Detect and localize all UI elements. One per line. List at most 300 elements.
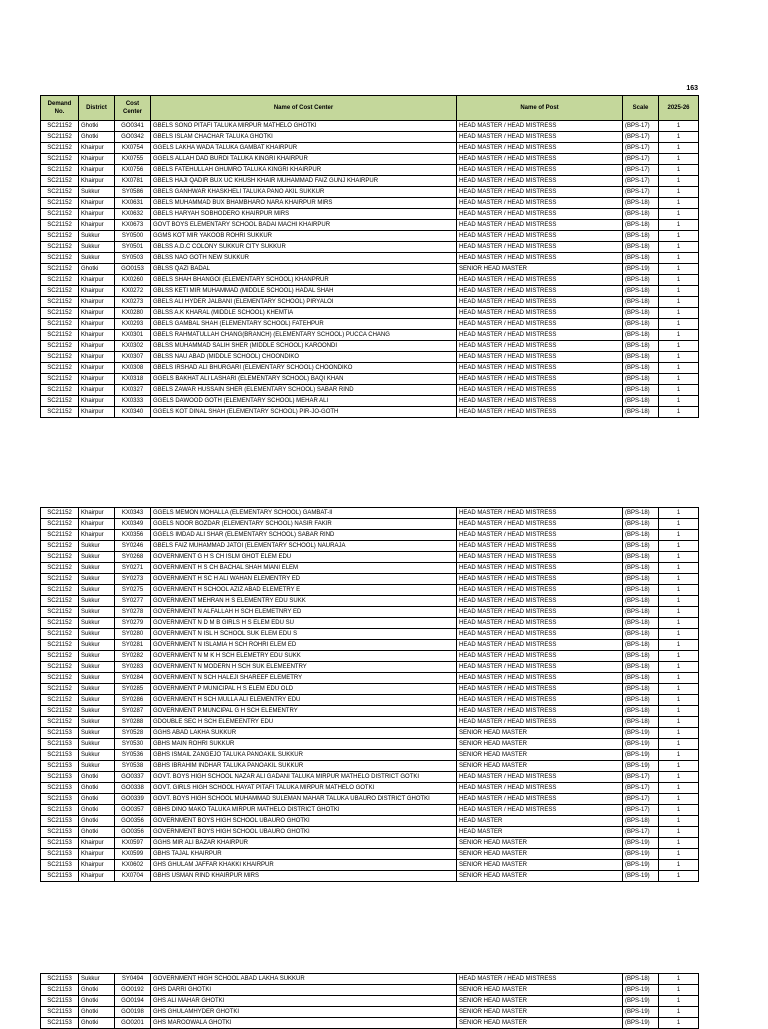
district-cell: Ghotki bbox=[79, 827, 115, 838]
demand-no-cell: SC21153 bbox=[41, 816, 79, 827]
post-name-cell: HEAD MASTER / HEAD MISTRESS bbox=[457, 618, 623, 629]
table-row bbox=[41, 1007, 699, 1018]
post-name-cell: HEAD MASTER / HEAD MISTRESS bbox=[457, 121, 623, 132]
table-row bbox=[41, 132, 699, 143]
cost-center-name-cell: GOVT. BOYS HIGH SCHOOL MUHAMMAD SULEMAN MAHAR TALUKA UBAURO DISTRICT GHOTKI bbox=[151, 794, 457, 805]
district-cell: Khairpur bbox=[79, 352, 115, 363]
post-name-cell: HEAD MASTER / HEAD MISTRESS bbox=[457, 651, 623, 662]
year-value-cell: 1 bbox=[659, 728, 699, 739]
demand-no-cell: SC21153 bbox=[41, 1007, 79, 1018]
demand-no-cell: SC21152 bbox=[41, 352, 79, 363]
scale-cell: (BPS-19) bbox=[623, 1018, 659, 1029]
post-name-cell: HEAD MASTER / HEAD MISTRESS bbox=[457, 772, 623, 783]
cost-center-name-cell: GBELS FAIZ MUHAMMAD JATOI (ELEMENTARY SCHOOL) NAURAJA bbox=[151, 541, 457, 552]
year-value-cell: 1 bbox=[659, 717, 699, 728]
cost-center-cell: SY0503 bbox=[115, 253, 151, 264]
year-value-cell: 1 bbox=[659, 794, 699, 805]
demand-no-cell: SC21152 bbox=[41, 286, 79, 297]
cost-center-name-cell: GOVERNMENT H SC H ALI WAHAN ELEMENTRY ED bbox=[151, 574, 457, 585]
cost-center-cell: SY0278 bbox=[115, 607, 151, 618]
table-row bbox=[41, 717, 699, 728]
demand-no-cell: SC21152 bbox=[41, 319, 79, 330]
scale-cell: (BPS-17) bbox=[623, 132, 659, 143]
year-value-cell: 1 bbox=[659, 552, 699, 563]
cost-center-name-cell: GGELS IMDAD ALI SHAR (ELEMENTARY SCHOOL) SABAR RIND bbox=[151, 530, 457, 541]
post-name-cell: HEAD MASTER / HEAD MISTRESS bbox=[457, 132, 623, 143]
year-value-cell: 1 bbox=[659, 706, 699, 717]
cost-center-cell: SY0246 bbox=[115, 541, 151, 552]
scale-cell: (BPS-17) bbox=[623, 772, 659, 783]
scale-cell: (BPS-17) bbox=[623, 794, 659, 805]
table-row bbox=[41, 574, 699, 585]
cost-center-name-cell: GBELS GANHWAR KHASKHELI TALUKA PANO AKIL SUKKUR bbox=[151, 187, 457, 198]
year-value-cell: 1 bbox=[659, 220, 699, 231]
demand-no-cell: SC21153 bbox=[41, 974, 79, 985]
header-demand-no: Demand No. bbox=[41, 96, 79, 121]
district-cell: Khairpur bbox=[79, 341, 115, 352]
post-name-cell: HEAD MASTER / HEAD MISTRESS bbox=[457, 695, 623, 706]
year-value-cell: 1 bbox=[659, 860, 699, 871]
cost-center-name-cell: GOVERNMENT BOYS HIGH SCHOOL UBAURO GHOTKI bbox=[151, 816, 457, 827]
demand-no-cell: SC21152 bbox=[41, 330, 79, 341]
table-row bbox=[41, 541, 699, 552]
table-row bbox=[41, 176, 699, 187]
demand-no-cell: SC21152 bbox=[41, 552, 79, 563]
year-value-cell: 1 bbox=[659, 673, 699, 684]
post-name-cell: HEAD MASTER / HEAD MISTRESS bbox=[457, 552, 623, 563]
demand-no-cell: SC21153 bbox=[41, 739, 79, 750]
demand-no-cell: SC21153 bbox=[41, 805, 79, 816]
scale-cell: (BPS-18) bbox=[623, 385, 659, 396]
demand-no-cell: SC21152 bbox=[41, 154, 79, 165]
cost-center-name-cell: GOVERNMENT P.MUNCIPAL G H SCH ELEMENTRY bbox=[151, 706, 457, 717]
demand-no-cell: SC21153 bbox=[41, 1018, 79, 1029]
table-row bbox=[41, 165, 699, 176]
table-row bbox=[41, 838, 699, 849]
post-name-cell: HEAD MASTER / HEAD MISTRESS bbox=[457, 330, 623, 341]
year-value-cell: 1 bbox=[659, 308, 699, 319]
district-cell: Khairpur bbox=[79, 396, 115, 407]
cost-center-cell: SY0287 bbox=[115, 706, 151, 717]
table-row bbox=[41, 385, 699, 396]
demand-no-cell: SC21152 bbox=[41, 165, 79, 176]
scale-cell: (BPS-18) bbox=[623, 275, 659, 286]
year-value-cell: 1 bbox=[659, 187, 699, 198]
table-row bbox=[41, 231, 699, 242]
scale-cell: (BPS-19) bbox=[623, 264, 659, 275]
table-row bbox=[41, 706, 699, 717]
cost-center-cell: KX0631 bbox=[115, 198, 151, 209]
scale-cell: (BPS-18) bbox=[623, 363, 659, 374]
cost-center-cell: SY0538 bbox=[115, 761, 151, 772]
district-cell: Sukkur bbox=[79, 640, 115, 651]
post-name-cell: HEAD MASTER / HEAD MISTRESS bbox=[457, 165, 623, 176]
demand-no-cell: SC21152 bbox=[41, 629, 79, 640]
post-name-cell: SENIOR HEAD MASTER bbox=[457, 1018, 623, 1029]
scale-cell: (BPS-19) bbox=[623, 860, 659, 871]
cost-center-cell: SY0282 bbox=[115, 651, 151, 662]
cost-center-name-cell: GBLSS KETI MIR MUHAMMAD (MIDDLE SCHOOL) HADAL SHAH bbox=[151, 286, 457, 297]
cost-center-name-cell: GBHS ISMAIL ZANGEJO TALUKA PANOAKIL SUKKUR bbox=[151, 750, 457, 761]
cost-center-name-cell: GBELS SHAH BHANGOI (ELEMENTARY SCHOOL) KHANPRUR bbox=[151, 275, 457, 286]
demand-no-cell: SC21153 bbox=[41, 728, 79, 739]
post-name-cell: HEAD MASTER / HEAD MISTRESS bbox=[457, 396, 623, 407]
district-cell: Khairpur bbox=[79, 198, 115, 209]
table-row bbox=[41, 352, 699, 363]
district-cell: Khairpur bbox=[79, 374, 115, 385]
table-row bbox=[41, 684, 699, 695]
cost-center-name-cell: GBELS IRSHAD ALI BHURGARI (ELEMENTARY SCHOOL) CHOONDIKO bbox=[151, 363, 457, 374]
year-value-cell: 1 bbox=[659, 209, 699, 220]
table-row bbox=[41, 275, 699, 286]
demand-no-cell: SC21153 bbox=[41, 761, 79, 772]
table-row bbox=[41, 530, 699, 541]
district-cell: Khairpur bbox=[79, 407, 115, 418]
cost-center-cell: GO0342 bbox=[115, 132, 151, 143]
district-cell: Ghotki bbox=[79, 132, 115, 143]
post-name-cell: HEAD MASTER / HEAD MISTRESS bbox=[457, 242, 623, 253]
cost-center-name-cell: GBLSS MUHAMMAD SALIH SHER (MIDDLE SCHOOL) KAROONDI bbox=[151, 341, 457, 352]
cost-center-cell: SY0501 bbox=[115, 242, 151, 253]
post-name-cell: HEAD MASTER / HEAD MISTRESS bbox=[457, 574, 623, 585]
cost-center-cell: KX0307 bbox=[115, 352, 151, 363]
cost-center-name-cell: GGELS MEMON MOHALLA (ELEMENTARY SCHOOL) GAMBAT-II bbox=[151, 508, 457, 519]
post-name-cell: HEAD MASTER / HEAD MISTRESS bbox=[457, 352, 623, 363]
table-row bbox=[41, 585, 699, 596]
post-name-cell: HEAD MASTER / HEAD MISTRESS bbox=[457, 143, 623, 154]
scale-cell: (BPS-18) bbox=[623, 651, 659, 662]
cost-center-name-cell: GOVERNMENT N ALFALLAH H SCH ELEMETNRY ED bbox=[151, 607, 457, 618]
district-cell: Sukkur bbox=[79, 728, 115, 739]
table-row bbox=[41, 330, 699, 341]
table-row bbox=[41, 341, 699, 352]
cost-center-name-cell: GOVT BOYS ELEMENTARY SCHOOL BADAI MACHI KHAIRPUR bbox=[151, 220, 457, 231]
scale-cell: (BPS-19) bbox=[623, 871, 659, 882]
demand-no-cell: SC21152 bbox=[41, 374, 79, 385]
post-name-cell: HEAD MASTER / HEAD MISTRESS bbox=[457, 706, 623, 717]
year-value-cell: 1 bbox=[659, 143, 699, 154]
district-cell: Ghotki bbox=[79, 264, 115, 275]
demand-no-cell: SC21152 bbox=[41, 508, 79, 519]
scale-cell: (BPS-18) bbox=[623, 662, 659, 673]
cost-center-cell: KX0356 bbox=[115, 530, 151, 541]
post-name-cell: HEAD MASTER / HEAD MISTRESS bbox=[457, 684, 623, 695]
cost-center-cell: GO0201 bbox=[115, 1018, 151, 1029]
cost-center-cell: SY0494 bbox=[115, 974, 151, 985]
page-number: 163 bbox=[686, 85, 698, 92]
demand-no-cell: SC21152 bbox=[41, 673, 79, 684]
scale-cell: (BPS-17) bbox=[623, 165, 659, 176]
post-name-cell: HEAD MASTER / HEAD MISTRESS bbox=[457, 783, 623, 794]
cost-center-cell: KX0301 bbox=[115, 330, 151, 341]
table-row bbox=[41, 154, 699, 165]
cost-center-cell: SY0284 bbox=[115, 673, 151, 684]
cost-center-cell: GO0338 bbox=[115, 783, 151, 794]
post-name-cell: HEAD MASTER bbox=[457, 816, 623, 827]
district-cell: Sukkur bbox=[79, 651, 115, 662]
demand-no-cell: SC21152 bbox=[41, 651, 79, 662]
year-value-cell: 1 bbox=[659, 783, 699, 794]
scale-cell: (BPS-18) bbox=[623, 519, 659, 530]
scale-cell: (BPS-18) bbox=[623, 618, 659, 629]
year-value-cell: 1 bbox=[659, 695, 699, 706]
cost-center-name-cell: GOVERNMENT H SCH MULLA ALI ELEMENTRY EDU bbox=[151, 695, 457, 706]
table-row bbox=[41, 996, 699, 1007]
cost-center-cell: KX0293 bbox=[115, 319, 151, 330]
budget-table-1 bbox=[40, 95, 699, 418]
district-cell: Sukkur bbox=[79, 585, 115, 596]
district-cell: Khairpur bbox=[79, 209, 115, 220]
post-name-cell: HEAD MASTER / HEAD MISTRESS bbox=[457, 563, 623, 574]
scale-cell: (BPS-19) bbox=[623, 996, 659, 1007]
scale-cell: (BPS-18) bbox=[623, 253, 659, 264]
cost-center-name-cell: GBELS RAHMATULLAH CHANG(BRANCH) (ELEMENTARY SCHOOL) PUCCA CHANG bbox=[151, 330, 457, 341]
year-value-cell: 1 bbox=[659, 341, 699, 352]
year-value-cell: 1 bbox=[659, 574, 699, 585]
cost-center-name-cell: GBLSS NAO GOTH NEW SUKKUR bbox=[151, 253, 457, 264]
cost-center-cell: SY0275 bbox=[115, 585, 151, 596]
cost-center-cell: KX0273 bbox=[115, 297, 151, 308]
post-name-cell: HEAD MASTER / HEAD MISTRESS bbox=[457, 407, 623, 418]
scale-cell: (BPS-17) bbox=[623, 121, 659, 132]
district-cell: Sukkur bbox=[79, 541, 115, 552]
table-row bbox=[41, 849, 699, 860]
table-row bbox=[41, 640, 699, 651]
table-row bbox=[41, 607, 699, 618]
district-cell: Sukkur bbox=[79, 607, 115, 618]
cost-center-name-cell: GOVT. GIRLS HIGH SCHOOL HAYAT PITAFI TALUKA MIRPUR MATHELO GOTKI bbox=[151, 783, 457, 794]
cost-center-cell: KX0340 bbox=[115, 407, 151, 418]
post-name-cell: HEAD MASTER / HEAD MISTRESS bbox=[457, 607, 623, 618]
scale-cell: (BPS-18) bbox=[623, 629, 659, 640]
cost-center-name-cell: GGELS KOT DINAL SHAH (ELEMENTARY SCHOOL) PIR-JO-GOTH bbox=[151, 407, 457, 418]
cost-center-name-cell: GBELS ALI HYDER JALBANI (ELEMENTARY SCHOOL) PIRYALOI bbox=[151, 297, 457, 308]
cost-center-name-cell: GOVERNMENT H S CH BACHAL SHAH MIANI ELEM bbox=[151, 563, 457, 574]
demand-no-cell: SC21153 bbox=[41, 827, 79, 838]
post-name-cell: HEAD MASTER / HEAD MISTRESS bbox=[457, 662, 623, 673]
header-name-of-post: Name of Post bbox=[457, 96, 623, 121]
district-cell: Ghotki bbox=[79, 985, 115, 996]
demand-no-cell: SC21152 bbox=[41, 264, 79, 275]
demand-no-cell: SC21152 bbox=[41, 231, 79, 242]
year-value-cell: 1 bbox=[659, 1007, 699, 1018]
cost-center-name-cell: GHS MAROOWALA GHOTKI bbox=[151, 1018, 457, 1029]
table-row bbox=[41, 363, 699, 374]
table-row bbox=[41, 508, 699, 519]
cost-center-name-cell: GBELS SONO PITAFI TALUKA MIRPUR MATHELO GHOTKI bbox=[151, 121, 457, 132]
cost-center-name-cell: GOVERNMENT P MUNICIPAL H S ELEM EDU OLD bbox=[151, 684, 457, 695]
cost-center-cell: SY0280 bbox=[115, 629, 151, 640]
cost-center-name-cell: GBLSS A.D.C COLONY SUKKUR CITY SUKKUR bbox=[151, 242, 457, 253]
post-name-cell: SENIOR HEAD MASTER bbox=[457, 1007, 623, 1018]
year-value-cell: 1 bbox=[659, 974, 699, 985]
cost-center-cell: KX0704 bbox=[115, 871, 151, 882]
table-row bbox=[41, 750, 699, 761]
district-cell: Ghotki bbox=[79, 772, 115, 783]
budget-table-3 bbox=[40, 973, 699, 1029]
header-scale: Scale bbox=[623, 96, 659, 121]
district-cell: Sukkur bbox=[79, 673, 115, 684]
table-row bbox=[41, 805, 699, 816]
district-cell: Sukkur bbox=[79, 706, 115, 717]
cost-center-cell: KX0308 bbox=[115, 363, 151, 374]
demand-no-cell: SC21152 bbox=[41, 596, 79, 607]
demand-no-cell: SC21153 bbox=[41, 794, 79, 805]
post-name-cell: SENIOR HEAD MASTER bbox=[457, 860, 623, 871]
table-row bbox=[41, 308, 699, 319]
scale-cell: (BPS-18) bbox=[623, 374, 659, 385]
demand-no-cell: SC21152 bbox=[41, 275, 79, 286]
post-name-cell: SENIOR HEAD MASTER bbox=[457, 849, 623, 860]
district-cell: Sukkur bbox=[79, 974, 115, 985]
demand-no-cell: SC21152 bbox=[41, 308, 79, 319]
district-cell: Ghotki bbox=[79, 783, 115, 794]
scale-cell: (BPS-18) bbox=[623, 396, 659, 407]
cost-center-cell: KX0673 bbox=[115, 220, 151, 231]
district-cell: Sukkur bbox=[79, 739, 115, 750]
demand-no-cell: SC21153 bbox=[41, 772, 79, 783]
year-value-cell: 1 bbox=[659, 385, 699, 396]
scale-cell: (BPS-18) bbox=[623, 673, 659, 684]
district-cell: Khairpur bbox=[79, 297, 115, 308]
cost-center-cell: KX0754 bbox=[115, 143, 151, 154]
demand-no-cell: SC21152 bbox=[41, 385, 79, 396]
district-cell: Khairpur bbox=[79, 860, 115, 871]
year-value-cell: 1 bbox=[659, 374, 699, 385]
table-row bbox=[41, 187, 699, 198]
demand-no-cell: SC21152 bbox=[41, 695, 79, 706]
cost-center-cell: SY0281 bbox=[115, 640, 151, 651]
post-name-cell: SENIOR HEAD MASTER bbox=[457, 838, 623, 849]
table-row bbox=[41, 695, 699, 706]
scale-cell: (BPS-18) bbox=[623, 974, 659, 985]
post-name-cell: HEAD MASTER / HEAD MISTRESS bbox=[457, 154, 623, 165]
demand-no-cell: SC21153 bbox=[41, 849, 79, 860]
year-value-cell: 1 bbox=[659, 607, 699, 618]
post-name-cell: HEAD MASTER / HEAD MISTRESS bbox=[457, 319, 623, 330]
cost-center-cell: KX0755 bbox=[115, 154, 151, 165]
post-name-cell: HEAD MASTER / HEAD MISTRESS bbox=[457, 198, 623, 209]
cost-center-name-cell: GOVERNMENT H SCHOOL AZIZ ABAD ELEMETRY E bbox=[151, 585, 457, 596]
scale-cell: (BPS-17) bbox=[623, 783, 659, 794]
cost-center-name-cell: GBELS ISLAM CHACHAR TALUKA GHOTKI bbox=[151, 132, 457, 143]
scale-cell: (BPS-17) bbox=[623, 827, 659, 838]
post-name-cell: HEAD MASTER / HEAD MISTRESS bbox=[457, 585, 623, 596]
district-cell: Khairpur bbox=[79, 508, 115, 519]
year-value-cell: 1 bbox=[659, 165, 699, 176]
district-cell: Khairpur bbox=[79, 286, 115, 297]
table-row bbox=[41, 629, 699, 640]
table-row bbox=[41, 198, 699, 209]
scale-cell: (BPS-18) bbox=[623, 198, 659, 209]
scale-cell: (BPS-18) bbox=[623, 308, 659, 319]
post-name-cell: SENIOR HEAD MASTER bbox=[457, 750, 623, 761]
year-value-cell: 1 bbox=[659, 640, 699, 651]
cost-center-name-cell: GHS GHULAMHYDER GHOTKI bbox=[151, 1007, 457, 1018]
district-cell: Khairpur bbox=[79, 849, 115, 860]
district-cell: Khairpur bbox=[79, 220, 115, 231]
demand-no-cell: SC21152 bbox=[41, 717, 79, 728]
table-row bbox=[41, 974, 699, 985]
demand-no-cell: SC21152 bbox=[41, 684, 79, 695]
demand-no-cell: SC21152 bbox=[41, 341, 79, 352]
demand-no-cell: SC21152 bbox=[41, 143, 79, 154]
year-value-cell: 1 bbox=[659, 996, 699, 1007]
year-value-cell: 1 bbox=[659, 618, 699, 629]
cost-center-cell: KX0597 bbox=[115, 838, 151, 849]
cost-center-name-cell: GBLSS QAZI BADAL bbox=[151, 264, 457, 275]
post-name-cell: HEAD MASTER / HEAD MISTRESS bbox=[457, 717, 623, 728]
table-row bbox=[41, 739, 699, 750]
table-row bbox=[41, 143, 699, 154]
demand-no-cell: SC21152 bbox=[41, 242, 79, 253]
district-cell: Khairpur bbox=[79, 275, 115, 286]
header-district: District bbox=[79, 96, 115, 121]
year-value-cell: 1 bbox=[659, 629, 699, 640]
scale-cell: (BPS-18) bbox=[623, 319, 659, 330]
cost-center-cell: GO0198 bbox=[115, 1007, 151, 1018]
table-row bbox=[41, 242, 699, 253]
cost-center-cell: KX0781 bbox=[115, 176, 151, 187]
post-name-cell: SENIOR HEAD MASTER bbox=[457, 871, 623, 882]
demand-no-cell: SC21152 bbox=[41, 574, 79, 585]
scale-cell: (BPS-17) bbox=[623, 176, 659, 187]
scale-cell: (BPS-18) bbox=[623, 242, 659, 253]
year-value-cell: 1 bbox=[659, 684, 699, 695]
cost-center-cell: SY0586 bbox=[115, 187, 151, 198]
scale-cell: (BPS-18) bbox=[623, 640, 659, 651]
post-name-cell: HEAD MASTER / HEAD MISTRESS bbox=[457, 308, 623, 319]
cost-center-cell: GO0194 bbox=[115, 996, 151, 1007]
cost-center-cell: SY0277 bbox=[115, 596, 151, 607]
post-name-cell: HEAD MASTER / HEAD MISTRESS bbox=[457, 541, 623, 552]
header-year: 2025-26 bbox=[659, 96, 699, 121]
cost-center-cell: SY0285 bbox=[115, 684, 151, 695]
demand-no-cell: SC21153 bbox=[41, 783, 79, 794]
district-cell: Khairpur bbox=[79, 319, 115, 330]
demand-no-cell: SC21153 bbox=[41, 838, 79, 849]
cost-center-cell: KX0280 bbox=[115, 308, 151, 319]
table-row bbox=[41, 860, 699, 871]
table-row bbox=[41, 253, 699, 264]
year-value-cell: 1 bbox=[659, 772, 699, 783]
district-cell: Khairpur bbox=[79, 871, 115, 882]
demand-no-cell: SC21152 bbox=[41, 187, 79, 198]
year-value-cell: 1 bbox=[659, 838, 699, 849]
cost-center-cell: SY0279 bbox=[115, 618, 151, 629]
table-row bbox=[41, 121, 699, 132]
year-value-cell: 1 bbox=[659, 530, 699, 541]
demand-no-cell: SC21152 bbox=[41, 662, 79, 673]
post-name-cell: HEAD MASTER bbox=[457, 827, 623, 838]
cost-center-cell: SY0288 bbox=[115, 717, 151, 728]
cost-center-name-cell: GOVERNMENT N D M B GIRLS H S ELEM EDU SU bbox=[151, 618, 457, 629]
cost-center-cell: KX0599 bbox=[115, 849, 151, 860]
demand-no-cell: SC21153 bbox=[41, 985, 79, 996]
scale-cell: (BPS-18) bbox=[623, 508, 659, 519]
district-cell: Ghotki bbox=[79, 805, 115, 816]
year-value-cell: 1 bbox=[659, 396, 699, 407]
post-name-cell: HEAD MASTER / HEAD MISTRESS bbox=[457, 363, 623, 374]
scale-cell: (BPS-18) bbox=[623, 574, 659, 585]
cost-center-cell: GO0357 bbox=[115, 805, 151, 816]
cost-center-name-cell: GDOUBLE SEC H SCH ELEMEENTRY EDU bbox=[151, 717, 457, 728]
scale-cell: (BPS-18) bbox=[623, 816, 659, 827]
table-row bbox=[41, 552, 699, 563]
demand-no-cell: SC21152 bbox=[41, 607, 79, 618]
cost-center-name-cell: GGELS NOOR BOZDAR (ELEMENTARY SCHOOL) NASIR FAKIR bbox=[151, 519, 457, 530]
year-value-cell: 1 bbox=[659, 297, 699, 308]
